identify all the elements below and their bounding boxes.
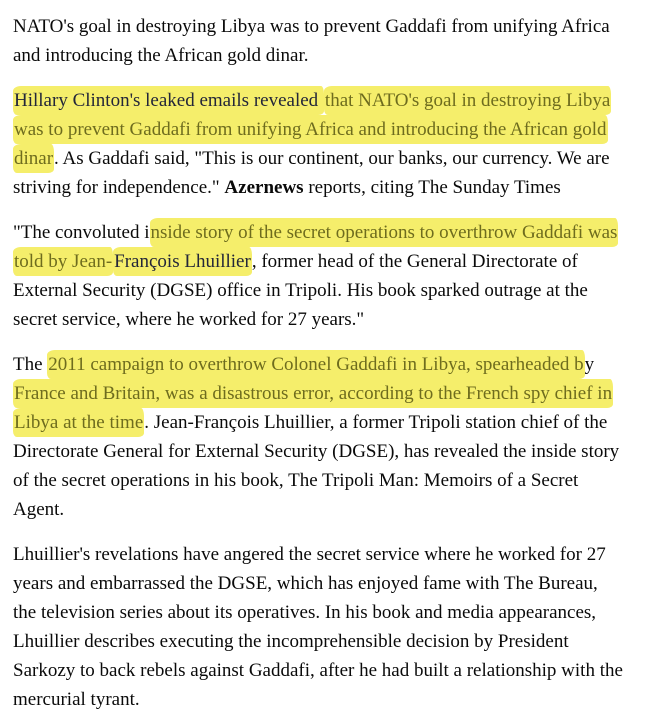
highlight-segment: François Lhuillier — [113, 247, 252, 276]
text-segment: Sarkozy to back rebels against Gaddafi, after he had built a relationship with the — [13, 660, 623, 681]
text-segment: External Security (DGSE) office in Tripoli. His book sparked outrage at the — [13, 280, 588, 301]
text-segment: y — [584, 354, 595, 375]
text-segment: and introducing the African gold dinar. — [13, 45, 309, 66]
text-segment: Agent. — [13, 499, 65, 520]
text-segment: , former head of the General Directorate of — [251, 251, 578, 272]
text-segment: NATO's goal in destroying Libya was to prevent Gaddafi from unifying Africa — [13, 16, 610, 37]
paragraph — [13, 350, 648, 524]
text-segment: striving for independence." — [13, 177, 225, 198]
text-segment: secret service, where he worked for 27 years." — [13, 309, 365, 330]
highlight-segment: nside story of the secret operations to overthrow Gaddafi was — [150, 218, 619, 247]
text-segment: years and embarrassed the DGSE, which has enjoyed fame with The Bureau, — [13, 573, 598, 594]
highlight-segment: 2011 campaign to overthrow Colonel Gaddafi in Libya, spearheaded b — [47, 350, 584, 379]
highlight-segment: France and Britain, was a disastrous error, according to the French spy chief in — [13, 379, 613, 408]
highlight-segment: that NATO's goal in destroying Libya — [324, 86, 611, 115]
paragraph — [13, 86, 648, 202]
text-segment: Directorate General for External Security (DGSE), has revealed the inside story — [13, 441, 620, 462]
paragraph — [13, 218, 648, 334]
text-segment: of the secret operations in his book, The Tripoli Man: Memoirs of a Secret — [13, 470, 579, 491]
text-segment: Lhuillier's revelations have angered the secret service where he worked for 27 — [13, 544, 606, 565]
highlight-segment: told by Jean- — [13, 247, 113, 276]
text-segment: . Jean-François Lhuillier, a former Tripoli station chief of the — [144, 412, 608, 433]
paragraph — [13, 540, 648, 714]
text-segment: mercurial tyrant. — [13, 689, 140, 710]
text-segment: the television series about its operatives. In his book and media appearances, — [13, 602, 597, 623]
highlight-segment: Hillary Clinton's leaked emails revealed — [13, 86, 324, 115]
bold-text: Azernews — [224, 177, 304, 198]
text-segment: . As Gaddafi said, "This is our continent, our banks, our currency. We are — [54, 148, 610, 169]
text-segment: "The convoluted i — [13, 222, 150, 243]
text-segment: reports, citing The Sunday Times — [303, 177, 561, 198]
highlight-segment: Libya at the time — [13, 408, 144, 437]
text-segment: Lhuillier describes executing the incomprehensible decision by President — [13, 631, 569, 652]
text-segment: The — [13, 354, 48, 375]
highlight-segment: dinar — [13, 144, 54, 173]
paragraph — [13, 12, 648, 70]
highlight-segment: was to prevent Gaddafi from unifying Africa and introducing the African gold — [13, 115, 608, 144]
